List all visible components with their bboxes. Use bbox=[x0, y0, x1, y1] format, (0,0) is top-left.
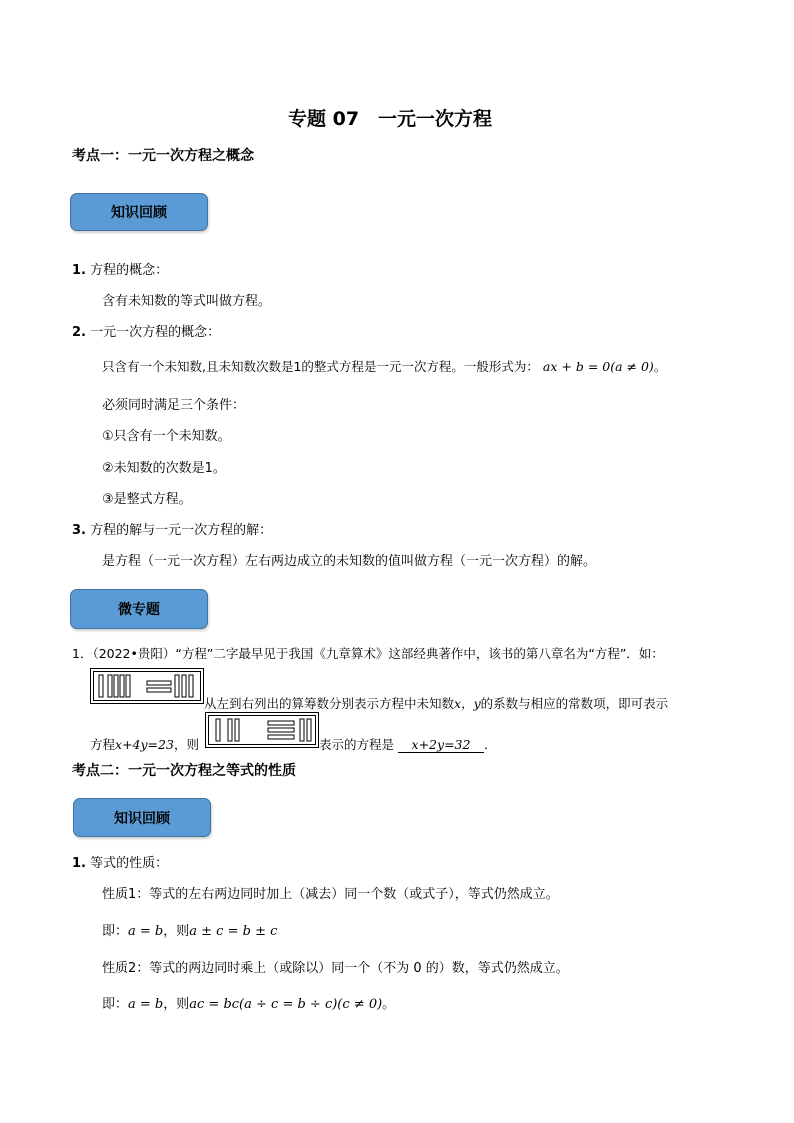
question-line-2 bbox=[204, 694, 668, 712]
question-text: ，则 bbox=[173, 737, 199, 752]
section-heading-concept: 考点一：一元一次方程之概念 bbox=[72, 148, 254, 164]
item-title: 方程的解与一元一次方程的解： bbox=[90, 523, 273, 538]
counting-rods-figure-1 bbox=[90, 668, 204, 704]
question-text: 从左到右列出的算筹数分别表示方程中未知数 bbox=[204, 696, 455, 711]
question-text: 表示的方程是 bbox=[319, 737, 395, 752]
badge-knowledge-review-1: 知识回顾 bbox=[70, 193, 208, 231]
property-1-example bbox=[102, 920, 277, 939]
premise-formula: a = b bbox=[128, 924, 164, 939]
property-2-example bbox=[102, 993, 395, 1012]
item-number: 1. bbox=[72, 856, 86, 871]
badge-micro-topic: 微专题 bbox=[70, 589, 208, 629]
concept-item-2-body bbox=[102, 357, 666, 375]
variables: x，y bbox=[454, 696, 481, 711]
counting-rods-image bbox=[206, 713, 318, 747]
answer-blank: x+2y=32 bbox=[398, 737, 484, 753]
condition-3: ③是整式方程。 bbox=[102, 492, 192, 507]
property-1-formula: a ± c = b ± c bbox=[189, 924, 278, 939]
condition-2: ②未知数的次数是1。 bbox=[102, 461, 226, 476]
separator: ，则 bbox=[163, 997, 190, 1012]
general-form-formula: ax + b = 0(a ≠ 0) bbox=[542, 359, 654, 374]
item-title: 方程的概念： bbox=[90, 263, 169, 278]
question-number: 1． bbox=[72, 646, 93, 661]
question-line-1 bbox=[72, 644, 664, 662]
counting-rods-image bbox=[91, 669, 203, 703]
punctuation: ． bbox=[484, 737, 497, 752]
counting-rods-figure-2 bbox=[205, 712, 319, 748]
question-source: （2022•贵阳） bbox=[92, 646, 176, 661]
question-text: 的系数与相应的常数项，即可表示 bbox=[480, 696, 669, 711]
question-text: 方程 bbox=[90, 737, 116, 752]
item-number: 2. bbox=[72, 325, 86, 340]
question-text: “方程”二字最早见于我国《九章算术》这部经典著作中，该书的第八章名为“方程”．如： bbox=[175, 646, 664, 661]
page-title: 专题 07 一元一次方程 bbox=[288, 108, 493, 130]
item-title: 一元一次方程的概念： bbox=[90, 325, 221, 340]
punctuation: 。 bbox=[653, 359, 667, 374]
section-heading-equality: 考点二：一元一次方程之等式的性质 bbox=[72, 763, 296, 779]
premise-formula: a = b bbox=[128, 997, 164, 1012]
property-2-formula: ac = bc(a ÷ c = b ÷ c)(c ≠ 0) bbox=[189, 997, 383, 1012]
concept-item-3 bbox=[72, 519, 272, 538]
equality-item-1 bbox=[72, 852, 168, 871]
item-title: 等式的性质： bbox=[90, 856, 169, 871]
item-number: 3. bbox=[72, 523, 86, 538]
definition-text: 只含有一个未知数,且未知数次数是1的整式方程是一元一次方程。一般形式为： bbox=[102, 359, 539, 374]
concept-item-1-body: 含有未知数的等式叫做方程。 bbox=[102, 294, 272, 309]
example-label: 即： bbox=[102, 997, 129, 1012]
conditions-intro: 必须同时满足三个条件： bbox=[102, 398, 246, 413]
concept-item-2 bbox=[72, 321, 220, 340]
separator: ，则 bbox=[163, 924, 190, 939]
badge-knowledge-review-2: 知识回顾 bbox=[73, 798, 211, 837]
property-2: 性质2：等式的两边同时乘上（或除以）同一个（不为 0 的）数，等式仍然成立。 bbox=[102, 961, 569, 976]
example-equation: x+4y=23 bbox=[115, 737, 174, 752]
condition-1: ①只含有一个未知数。 bbox=[102, 429, 231, 444]
example-label: 即： bbox=[102, 924, 129, 939]
concept-item-1 bbox=[72, 259, 168, 278]
item-number: 1. bbox=[72, 263, 86, 278]
punctuation: 。 bbox=[382, 997, 396, 1012]
question-line-3-left bbox=[90, 735, 199, 753]
question-line-3-right bbox=[319, 735, 497, 753]
concept-item-3-body: 是方程（一元一次方程）左右两边成立的未知数的值叫做方程（一元一次方程）的解。 bbox=[102, 554, 597, 569]
property-1: 性质1：等式的左右两边同时加上（减去）同一个数（或式子），等式仍然成立。 bbox=[102, 887, 559, 902]
